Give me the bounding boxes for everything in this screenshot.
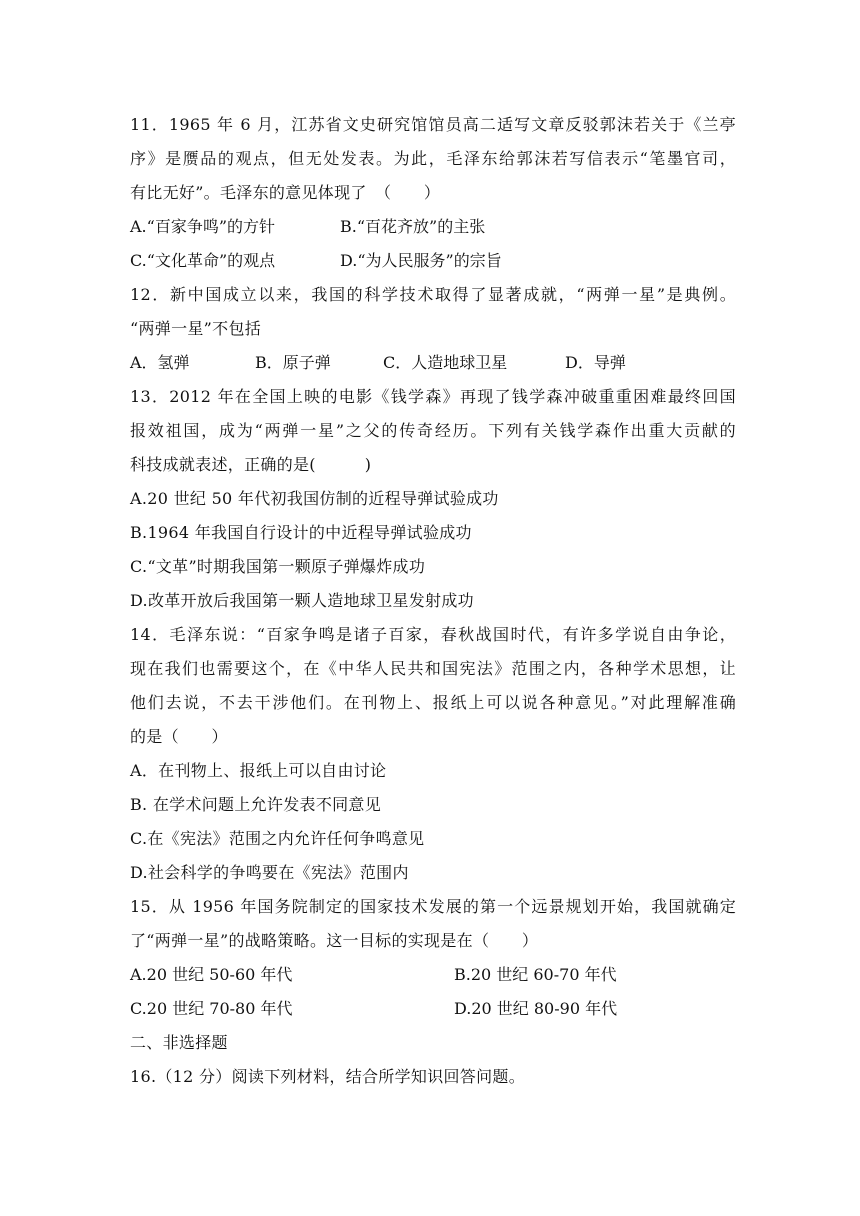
- section-2-heading: 二、非选择题: [130, 1033, 228, 1052]
- question-12-options-row: [130, 346, 736, 380]
- question-13-option-d: D.改革开放后我国第一颗人造地球卫星发射成功: [130, 591, 474, 610]
- question-13-line-3: 科技成就表述，正确的是( ): [130, 455, 372, 474]
- question-15-option-d: D.20 世纪 80-90 年代: [454, 999, 618, 1018]
- question-14-line-3: 他们去说，不去干涉他们。在刊物上、报纸上可以说各种意见。”对此理解准确: [130, 693, 736, 712]
- question-13-line-1: 13．2012 年在全国上映的电影《钱学森》再现了钱学森冲破重重困难最终回国: [130, 387, 736, 406]
- question-14-line-2: 现在我们也需要这个，在《中华人民共和国宪法》范围之内，各种学术思想，让: [130, 659, 736, 678]
- question-11: [130, 108, 736, 278]
- question-15-option-c: C.20 世纪 70-80 年代: [130, 999, 293, 1018]
- question-15-option-a: A.20 世纪 50-60 年代: [130, 965, 293, 984]
- question-12-line-2: “两弹一星”不包括: [130, 319, 262, 338]
- question-12-option-c: C．人造地球卫星: [383, 353, 508, 372]
- question-12: [130, 278, 736, 380]
- question-11-option-c: C.“文化革命”的观点: [130, 251, 276, 270]
- question-14: [130, 618, 736, 890]
- question-14-option-b: B. 在学术问题上允许发表不同意见: [130, 795, 382, 814]
- question-11-line-1: 11．1965 年 6 月，江苏省文史研究馆馆员高二适写文章反驳郭沫若关于《兰亭: [130, 115, 736, 134]
- exam-page: [130, 108, 736, 1094]
- question-11-options-row-1: [130, 210, 736, 244]
- question-11-option-b: B.“百花齐放”的主张: [340, 217, 486, 236]
- question-14-option-c: C.在《宪法》范围之内允许任何争鸣意见: [130, 829, 425, 848]
- question-15-option-b: B.20 世纪 60-70 年代: [454, 965, 617, 984]
- question-13-line-2: 报效祖国，成为“两弹一星”之父的传奇经历。下列有关钱学森作出重大贡献的: [130, 421, 736, 440]
- question-14-line-1: 14．毛泽东说：“百家争鸣是诸子百家，春秋战国时代，有许多学说自由争论，: [130, 625, 736, 644]
- question-11-option-d: D.“为人民服务”的宗旨: [340, 251, 502, 270]
- question-15-options-row-2: [130, 992, 736, 1026]
- question-15: [130, 890, 736, 1026]
- question-13: [130, 380, 736, 618]
- question-12-option-d: D．导弹: [565, 353, 626, 372]
- question-12-line-1: 12．新中国成立以来，我国的科学技术取得了显著成就，“两弹一星”是典例。: [130, 285, 736, 304]
- question-16: [130, 1060, 736, 1094]
- question-15-line-1: 15．从 1956 年国务院制定的国家技术发展的第一个远景规划开始，我国就确定: [130, 897, 736, 916]
- question-14-option-d: D.社会科学的争鸣要在《宪法》范围内: [130, 863, 409, 882]
- question-13-option-c: C.“文革”时期我国第一颗原子弹爆炸成功: [130, 557, 426, 576]
- question-11-line-3: 有比无好”。毛泽东的意见体现了 （ ）: [130, 183, 441, 202]
- question-12-option-a: A．氢弹: [130, 353, 190, 372]
- question-14-option-a: A．在刊物上、报纸上可以自由讨论: [130, 761, 387, 780]
- question-14-line-4: 的是（ ）: [130, 727, 228, 746]
- question-11-line-2: 序》是赝品的观点，但无处发表。为此，毛泽东给郭沫若写信表示“笔墨官司，: [130, 149, 736, 168]
- question-16-line-1: 16.（12 分）阅读下列材料，结合所学知识回答问题。: [130, 1067, 525, 1086]
- question-11-option-a: A.“百家争鸣”的方针: [130, 217, 276, 236]
- question-12-option-b: B．原子弹: [255, 353, 331, 372]
- question-15-line-2: 了“两弹一星”的战略策略。这一目标的实现是在（ ）: [130, 931, 539, 950]
- question-13-option-b: B.1964 年我国自行设计的中近程导弹试验成功: [130, 523, 472, 542]
- question-15-options-row-1: [130, 958, 736, 992]
- question-11-options-row-2: [130, 244, 736, 278]
- question-13-option-a: A.20 世纪 50 年代初我国仿制的近程导弹试验成功: [130, 489, 499, 508]
